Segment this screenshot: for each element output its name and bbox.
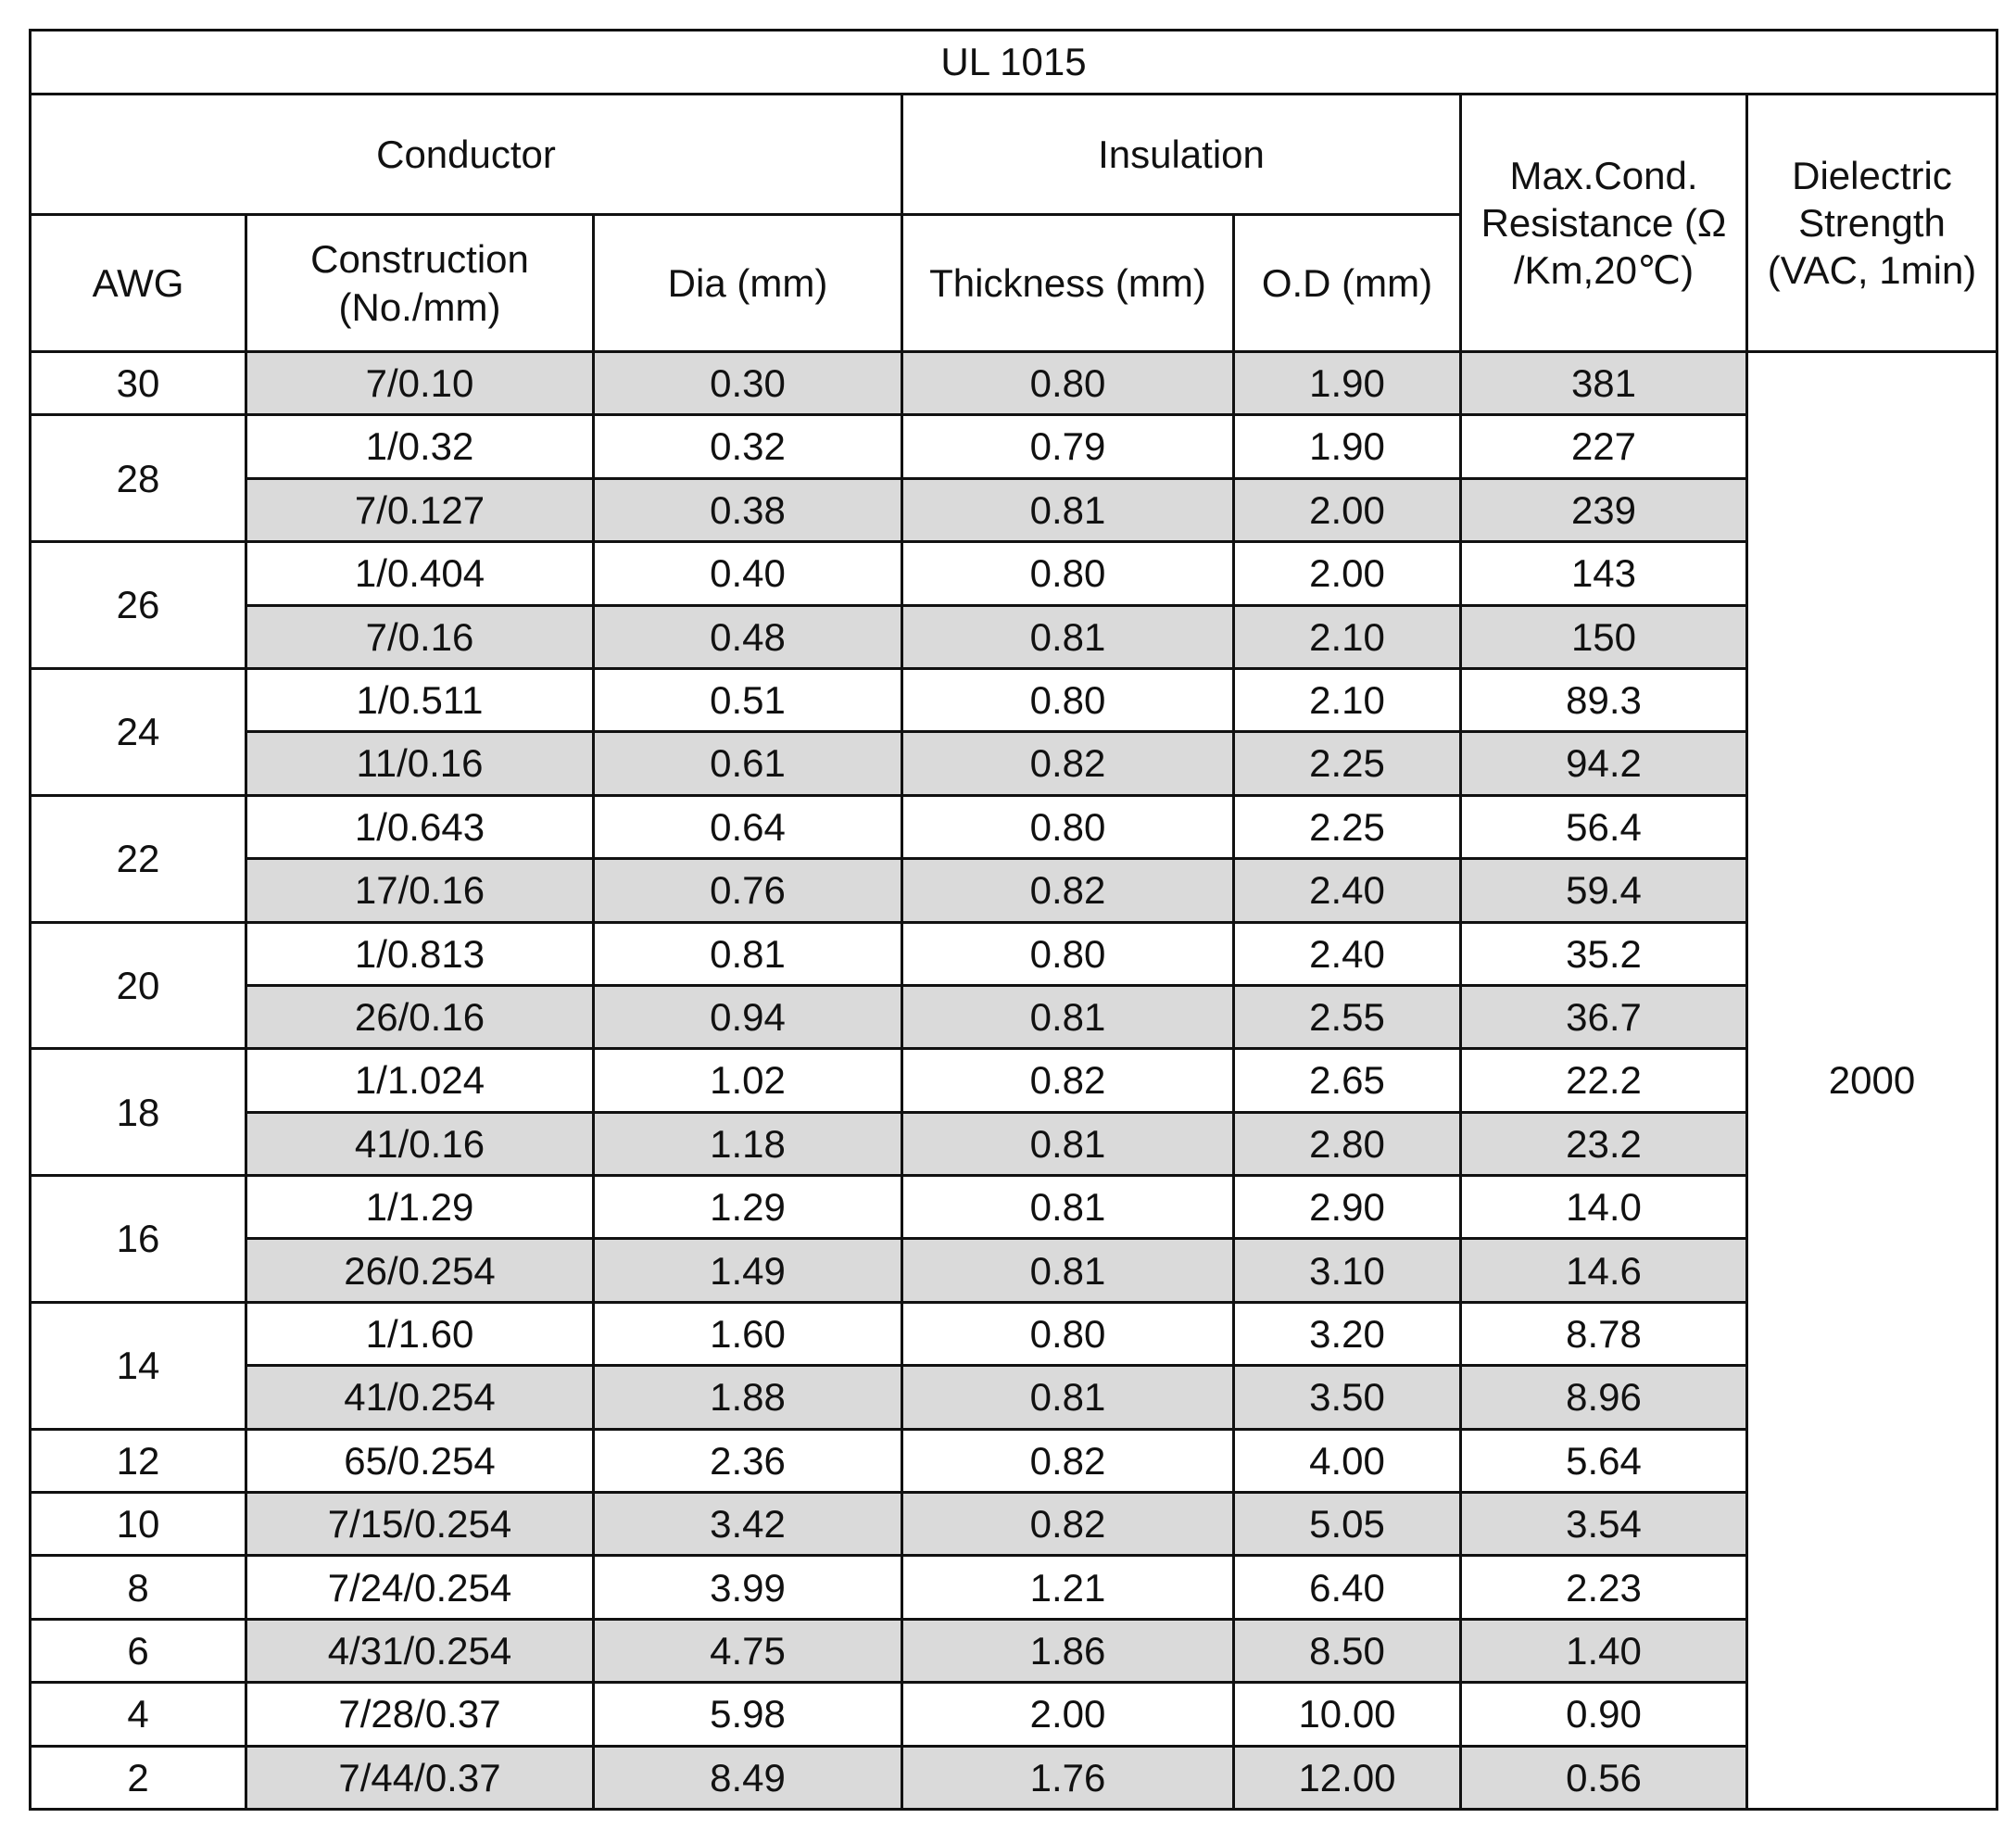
table-row xyxy=(31,668,1997,731)
construction-cell: 7/28/0.37 xyxy=(246,1683,594,1746)
dia-cell: 1.18 xyxy=(594,1112,902,1175)
dielectric-strength-header xyxy=(1747,95,1997,352)
dia-cell: 0.61 xyxy=(594,732,902,795)
dia-cell: 0.40 xyxy=(594,542,902,605)
conductor-group-header: Conductor xyxy=(31,95,902,215)
dia-cell: 0.94 xyxy=(594,985,902,1048)
max-resistance-header-line: Max.Cond. xyxy=(1509,153,1698,197)
resistance-cell: 14.0 xyxy=(1461,1176,1747,1239)
resistance-cell: 35.2 xyxy=(1461,922,1747,985)
construction-cell: 1/0.813 xyxy=(246,922,594,985)
od-cell: 1.90 xyxy=(1234,415,1461,478)
construction-cell: 7/0.10 xyxy=(246,352,594,415)
dia-cell: 1.29 xyxy=(594,1176,902,1239)
od-cell: 2.00 xyxy=(1234,542,1461,605)
dia-cell: 4.75 xyxy=(594,1619,902,1682)
thickness-cell: 0.82 xyxy=(902,859,1234,922)
table-row xyxy=(31,1112,1997,1175)
resistance-cell: 150 xyxy=(1461,605,1747,668)
awg-cell: 30 xyxy=(31,352,246,415)
od-cell: 3.10 xyxy=(1234,1239,1461,1302)
resistance-cell: 94.2 xyxy=(1461,732,1747,795)
table-row xyxy=(31,1746,1997,1809)
construction-cell: 1/1.60 xyxy=(246,1302,594,1365)
thickness-header: Thickness (mm) xyxy=(902,215,1234,352)
resistance-cell: 239 xyxy=(1461,478,1747,541)
resistance-cell: 227 xyxy=(1461,415,1747,478)
resistance-cell: 8.78 xyxy=(1461,1302,1747,1365)
thickness-cell: 0.81 xyxy=(902,985,1234,1048)
construction-cell: 4/31/0.254 xyxy=(246,1619,594,1682)
construction-cell: 7/0.16 xyxy=(246,605,594,668)
thickness-cell: 0.81 xyxy=(902,478,1234,541)
table-row xyxy=(31,1619,1997,1682)
dia-cell: 0.38 xyxy=(594,478,902,541)
thickness-cell: 0.80 xyxy=(902,795,1234,858)
awg-cell: 26 xyxy=(31,542,246,669)
ul1015-spec-table xyxy=(29,29,1998,1811)
construction-cell: 41/0.254 xyxy=(246,1366,594,1429)
dielectric-header-line: Dielectric xyxy=(1792,153,1952,197)
od-cell: 2.10 xyxy=(1234,605,1461,668)
awg-cell: 28 xyxy=(31,415,246,542)
awg-cell: 16 xyxy=(31,1176,246,1303)
dia-cell: 3.99 xyxy=(594,1556,902,1619)
resistance-cell: 8.96 xyxy=(1461,1366,1747,1429)
table-row xyxy=(31,415,1997,478)
table-row xyxy=(31,985,1997,1048)
thickness-cell: 0.82 xyxy=(902,1049,1234,1112)
resistance-cell: 0.56 xyxy=(1461,1746,1747,1809)
od-cell: 2.55 xyxy=(1234,985,1461,1048)
resistance-cell: 22.2 xyxy=(1461,1049,1747,1112)
dia-cell: 3.42 xyxy=(594,1493,902,1556)
max-resistance-header-line: Resistance (Ω xyxy=(1480,200,1727,245)
od-cell: 2.90 xyxy=(1234,1176,1461,1239)
thickness-cell: 0.82 xyxy=(902,1429,1234,1492)
construction-cell: 1/1.29 xyxy=(246,1176,594,1239)
construction-header-line: Construction xyxy=(310,237,529,282)
awg-cell: 24 xyxy=(31,668,246,795)
resistance-cell: 59.4 xyxy=(1461,859,1747,922)
od-cell: 2.40 xyxy=(1234,859,1461,922)
table-row xyxy=(31,352,1997,415)
thickness-cell: 2.00 xyxy=(902,1683,1234,1746)
construction-cell: 1/1.024 xyxy=(246,1049,594,1112)
resistance-cell: 23.2 xyxy=(1461,1112,1747,1175)
construction-cell: 7/15/0.254 xyxy=(246,1493,594,1556)
resistance-cell: 89.3 xyxy=(1461,668,1747,731)
resistance-cell: 5.64 xyxy=(1461,1429,1747,1492)
thickness-cell: 1.86 xyxy=(902,1619,1234,1682)
insulation-group-header: Insulation xyxy=(902,95,1461,215)
od-cell: 6.40 xyxy=(1234,1556,1461,1619)
resistance-cell: 1.40 xyxy=(1461,1619,1747,1682)
od-header: O.D (mm) xyxy=(1234,215,1461,352)
construction-cell: 1/0.511 xyxy=(246,668,594,731)
od-cell: 5.05 xyxy=(1234,1493,1461,1556)
awg-cell: 14 xyxy=(31,1302,246,1429)
thickness-cell: 0.81 xyxy=(902,1176,1234,1239)
thickness-cell: 0.81 xyxy=(902,605,1234,668)
awg-cell: 2 xyxy=(31,1746,246,1809)
table-row xyxy=(31,1683,1997,1746)
thickness-cell: 0.81 xyxy=(902,1239,1234,1302)
construction-cell: 26/0.254 xyxy=(246,1239,594,1302)
dia-cell: 0.81 xyxy=(594,922,902,985)
od-cell: 2.80 xyxy=(1234,1112,1461,1175)
dia-cell: 0.76 xyxy=(594,859,902,922)
table-row xyxy=(31,478,1997,541)
awg-cell: 6 xyxy=(31,1619,246,1682)
table-row xyxy=(31,1176,1997,1239)
dia-header: Dia (mm) xyxy=(594,215,902,352)
resistance-cell: 0.90 xyxy=(1461,1683,1747,1746)
construction-cell: 7/0.127 xyxy=(246,478,594,541)
od-cell: 3.50 xyxy=(1234,1366,1461,1429)
table-row xyxy=(31,1302,1997,1365)
table-row xyxy=(31,1049,1997,1112)
table-row xyxy=(31,1556,1997,1619)
construction-header xyxy=(246,215,594,352)
thickness-cell: 0.81 xyxy=(902,1366,1234,1429)
dielectric-header-line: (VAC, 1min) xyxy=(1767,248,1977,293)
dia-cell: 0.51 xyxy=(594,668,902,731)
thickness-cell: 1.21 xyxy=(902,1556,1234,1619)
od-cell: 10.00 xyxy=(1234,1683,1461,1746)
awg-cell: 20 xyxy=(31,922,246,1049)
awg-cell: 8 xyxy=(31,1556,246,1619)
dia-cell: 0.64 xyxy=(594,795,902,858)
table-title: UL 1015 xyxy=(31,31,1997,95)
table-row xyxy=(31,1239,1997,1302)
awg-cell: 22 xyxy=(31,795,246,922)
dia-cell: 0.30 xyxy=(594,352,902,415)
table-body xyxy=(31,352,1997,1810)
construction-header-line: (No./mm) xyxy=(338,284,501,329)
od-cell: 2.25 xyxy=(1234,732,1461,795)
dia-cell: 2.36 xyxy=(594,1429,902,1492)
od-cell: 1.90 xyxy=(1234,352,1461,415)
od-cell: 2.10 xyxy=(1234,668,1461,731)
dia-cell: 8.49 xyxy=(594,1746,902,1809)
resistance-cell: 3.54 xyxy=(1461,1493,1747,1556)
thickness-cell: 0.80 xyxy=(902,352,1234,415)
od-cell: 8.50 xyxy=(1234,1619,1461,1682)
thickness-cell: 0.80 xyxy=(902,668,1234,731)
dielectric-value-cell: 2000 xyxy=(1747,352,1997,1810)
dia-cell: 0.32 xyxy=(594,415,902,478)
construction-cell: 1/0.404 xyxy=(246,542,594,605)
table-row xyxy=(31,605,1997,668)
od-cell: 2.40 xyxy=(1234,922,1461,985)
max-resistance-header-line: /Km,20℃) xyxy=(1513,248,1695,293)
table-row xyxy=(31,1429,1997,1492)
od-cell: 3.20 xyxy=(1234,1302,1461,1365)
dielectric-header-line: Strength xyxy=(1798,200,1946,245)
construction-cell: 1/0.643 xyxy=(246,795,594,858)
resistance-cell: 143 xyxy=(1461,542,1747,605)
resistance-cell: 14.6 xyxy=(1461,1239,1747,1302)
dia-cell: 1.02 xyxy=(594,1049,902,1112)
thickness-cell: 0.80 xyxy=(902,1302,1234,1365)
resistance-cell: 56.4 xyxy=(1461,795,1747,858)
resistance-cell: 381 xyxy=(1461,352,1747,415)
max-resistance-header xyxy=(1461,95,1747,352)
od-cell: 12.00 xyxy=(1234,1746,1461,1809)
resistance-cell: 36.7 xyxy=(1461,985,1747,1048)
thickness-cell: 0.79 xyxy=(902,415,1234,478)
table-row xyxy=(31,732,1997,795)
awg-cell: 18 xyxy=(31,1049,246,1176)
od-cell: 2.00 xyxy=(1234,478,1461,541)
table-row xyxy=(31,1366,1997,1429)
construction-cell: 1/0.32 xyxy=(246,415,594,478)
dia-cell: 1.88 xyxy=(594,1366,902,1429)
awg-cell: 10 xyxy=(31,1493,246,1556)
thickness-cell: 0.80 xyxy=(902,922,1234,985)
dia-cell: 1.60 xyxy=(594,1302,902,1365)
dia-cell: 1.49 xyxy=(594,1239,902,1302)
od-cell: 4.00 xyxy=(1234,1429,1461,1492)
construction-cell: 17/0.16 xyxy=(246,859,594,922)
construction-cell: 7/24/0.254 xyxy=(246,1556,594,1619)
table-row xyxy=(31,859,1997,922)
construction-cell: 41/0.16 xyxy=(246,1112,594,1175)
resistance-cell: 2.23 xyxy=(1461,1556,1747,1619)
dia-cell: 5.98 xyxy=(594,1683,902,1746)
table-row xyxy=(31,542,1997,605)
thickness-cell: 0.82 xyxy=(902,1493,1234,1556)
table-row xyxy=(31,922,1997,985)
construction-cell: 65/0.254 xyxy=(246,1429,594,1492)
awg-header: AWG xyxy=(31,215,246,352)
thickness-cell: 0.82 xyxy=(902,732,1234,795)
table-row xyxy=(31,1493,1997,1556)
thickness-cell: 1.76 xyxy=(902,1746,1234,1809)
table-row xyxy=(31,795,1997,858)
construction-cell: 11/0.16 xyxy=(246,732,594,795)
thickness-cell: 0.81 xyxy=(902,1112,1234,1175)
dia-cell: 0.48 xyxy=(594,605,902,668)
awg-cell: 4 xyxy=(31,1683,246,1746)
construction-cell: 26/0.16 xyxy=(246,985,594,1048)
od-cell: 2.65 xyxy=(1234,1049,1461,1112)
construction-cell: 7/44/0.37 xyxy=(246,1746,594,1809)
thickness-cell: 0.80 xyxy=(902,542,1234,605)
od-cell: 2.25 xyxy=(1234,795,1461,858)
awg-cell: 12 xyxy=(31,1429,246,1492)
